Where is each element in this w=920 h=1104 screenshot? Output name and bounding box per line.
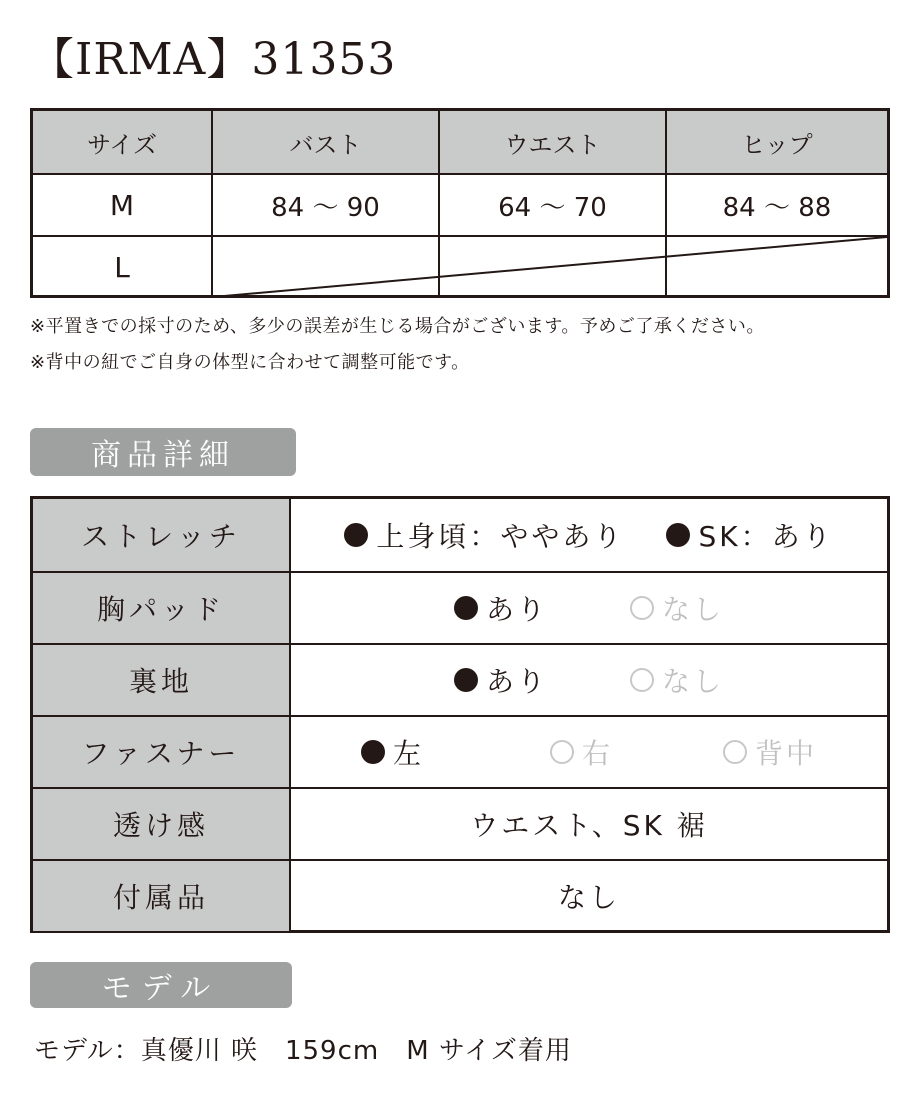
filled-circle-icon <box>344 523 368 547</box>
filled-circle-icon <box>666 523 690 547</box>
header-hip: ヒップ <box>665 111 887 173</box>
detail-label: 付属品 <box>33 861 291 931</box>
note-measurement: ※平置きでの採寸のため、多少の誤差が生じる場合がございます。予めご了承ください。 <box>30 316 765 337</box>
hip-value: 84 〜 88 <box>665 175 887 235</box>
section-label-model: モデル <box>30 962 292 1008</box>
detail-value: ウエスト、SK 裾 <box>470 809 708 842</box>
detail-value: なし <box>557 881 620 914</box>
detail-row-zipper <box>33 715 887 787</box>
note-adjustable: ※背中の紐でご自身の体型に合わせて調整可能です。 <box>30 352 470 373</box>
option-selected <box>454 588 548 628</box>
option-selected <box>666 515 833 555</box>
empty-circle-icon <box>630 596 654 620</box>
model-info: モデル：真優川 咲 159cm M サイズ着用 <box>34 1036 572 1066</box>
detail-row-stretch <box>33 499 887 571</box>
waist-value <box>438 237 665 297</box>
detail-label: ファスナー <box>33 717 291 787</box>
option-unselected <box>630 660 724 700</box>
option-text: 左 <box>392 737 424 770</box>
empty-circle-icon <box>550 740 574 764</box>
detail-row-lining <box>33 643 887 715</box>
filled-circle-icon <box>454 596 478 620</box>
page-title: 【IRMA】31353 <box>30 34 397 85</box>
detail-label: ストレッチ <box>33 499 291 571</box>
details-table <box>30 496 890 933</box>
header-waist: ウエスト <box>438 111 665 173</box>
option-text: なし <box>662 593 725 626</box>
option-selected <box>361 732 424 772</box>
detail-value <box>291 573 887 643</box>
waist-value: 64 〜 70 <box>438 175 665 235</box>
bust-value <box>211 237 438 297</box>
option-text: 右 <box>581 737 613 770</box>
size-row-l <box>33 235 887 297</box>
option-text: 上身頃：ややあり <box>376 520 625 553</box>
option-text: あり <box>485 665 548 698</box>
detail-value <box>291 645 887 715</box>
size-row-m <box>33 173 887 235</box>
empty-circle-icon <box>723 740 747 764</box>
option-selected <box>344 515 624 555</box>
option-unselected <box>723 732 817 772</box>
hip-value <box>665 237 887 297</box>
detail-row-accessories <box>33 859 887 931</box>
section-label-details: 商品詳細 <box>30 428 296 476</box>
option-unselected <box>630 588 724 628</box>
detail-label: 透け感 <box>33 789 291 859</box>
option-unselected <box>550 732 613 772</box>
option-text: あり <box>485 593 548 626</box>
detail-value <box>291 499 887 571</box>
empty-circle-icon <box>630 668 654 692</box>
option-text: SK：あり <box>698 520 834 553</box>
option-selected <box>454 660 548 700</box>
option-text: 背中 <box>755 737 818 770</box>
detail-label: 裏地 <box>33 645 291 715</box>
size-label: M <box>109 188 135 222</box>
filled-circle-icon <box>454 668 478 692</box>
header-bust: バスト <box>211 111 438 173</box>
detail-row-chest-pad <box>33 571 887 643</box>
size-table-header-row <box>33 111 887 173</box>
detail-value <box>291 717 887 787</box>
size-label: L <box>114 250 130 284</box>
size-table <box>30 108 890 298</box>
detail-label: 胸パッド <box>33 573 291 643</box>
bust-value: 84 〜 90 <box>211 175 438 235</box>
detail-row-sheerness <box>33 787 887 859</box>
option-text: なし <box>662 665 725 698</box>
header-size: サイズ <box>86 130 158 159</box>
filled-circle-icon <box>361 740 385 764</box>
